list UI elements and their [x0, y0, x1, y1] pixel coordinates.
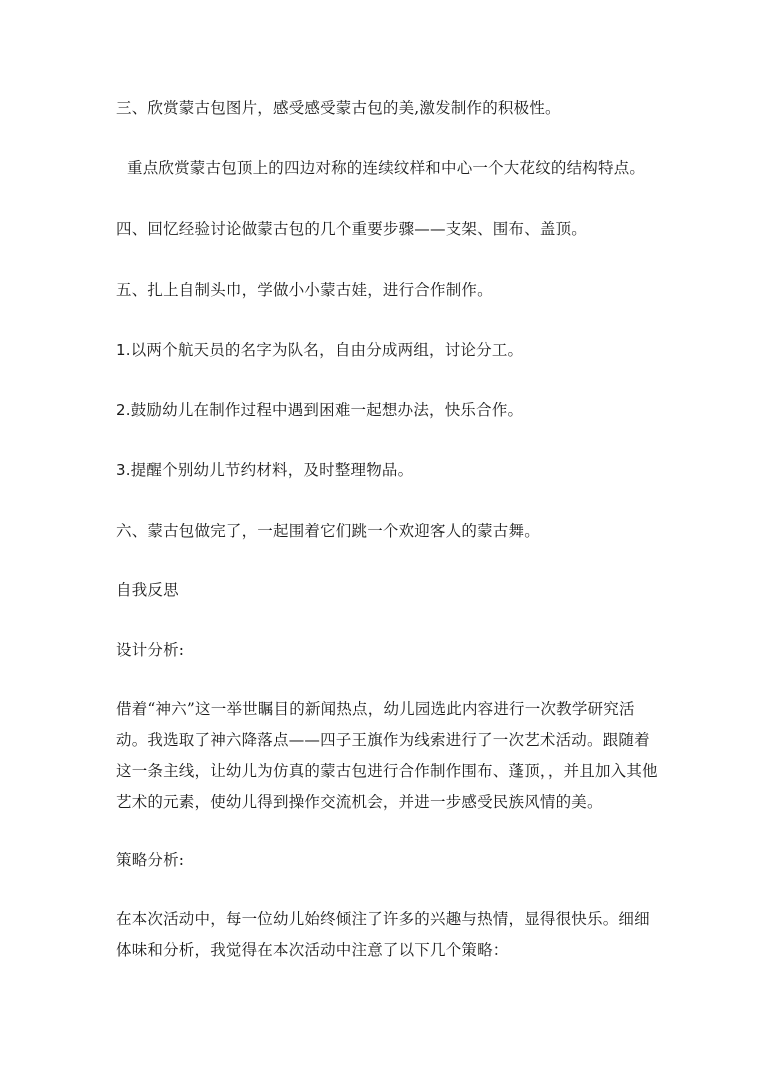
substep-3-number: 3.: [116, 461, 131, 479]
substep-1-text: 以两个航天员的名字为队名，自由分成两组，讨论分工。: [130, 341, 524, 359]
substep-1-number: 1.: [116, 341, 131, 359]
design-analysis-paragraph: 借着“神六”这一举世瞩目的新闻热点，幼儿园选此内容进行一次教学研究活动。我选取了神六降落点——四子王旗作为线索进行了一次艺术活动。跟随着这一条主线，让幼儿为仿真的蒙古包进行合作制作围布、蓬顶，，并且加入其他艺术的元素，使幼儿得到操作交流机会，并进一步感受民族风情的美。: [116, 700, 658, 811]
step-5-text: 五、扎上自制头巾，学做小小蒙古娃，进行合作制作。: [116, 281, 493, 299]
design-analysis-heading: 设计分析:: [116, 641, 185, 659]
strategy-analysis-heading: 策略分析:: [116, 851, 185, 869]
reflection-heading: 自我反思: [116, 581, 179, 599]
substep-2-number: 2.: [116, 401, 131, 419]
step-4-text: 四、回忆经验讨论做蒙古包的几个重要步骤——支架、围布、盖顶。: [116, 220, 588, 238]
step-3-note: 重点欣赏蒙古包顶上的四边对称的连续纹样和中心一个大花纹的结构特点。: [127, 159, 646, 177]
substep-3: [116, 459, 676, 481]
strategy-analysis-paragraph: 在本次活动中，每一位幼儿始终倾注了许多的兴趣与热情，显得很快乐。细细体味和分析，我觉得在本次活动中注意了以下几个策略：: [116, 910, 650, 959]
substep-2-text: 鼓励幼儿在制作过程中遇到困难一起想办法，快乐合作。: [130, 401, 524, 419]
step-6-text: 六、蒙古包做完了，一起围着它们跳一个欢迎客人的蒙古舞。: [116, 522, 540, 540]
step-3-text: 三、欣赏蒙古包图片，感受感受蒙古包的美,激发制作的积极性。: [116, 99, 561, 117]
substep-1: [116, 339, 676, 361]
substep-3-text: 提醒个别幼儿节约材料，及时整理物品。: [130, 461, 414, 479]
substep-2: [116, 399, 676, 421]
